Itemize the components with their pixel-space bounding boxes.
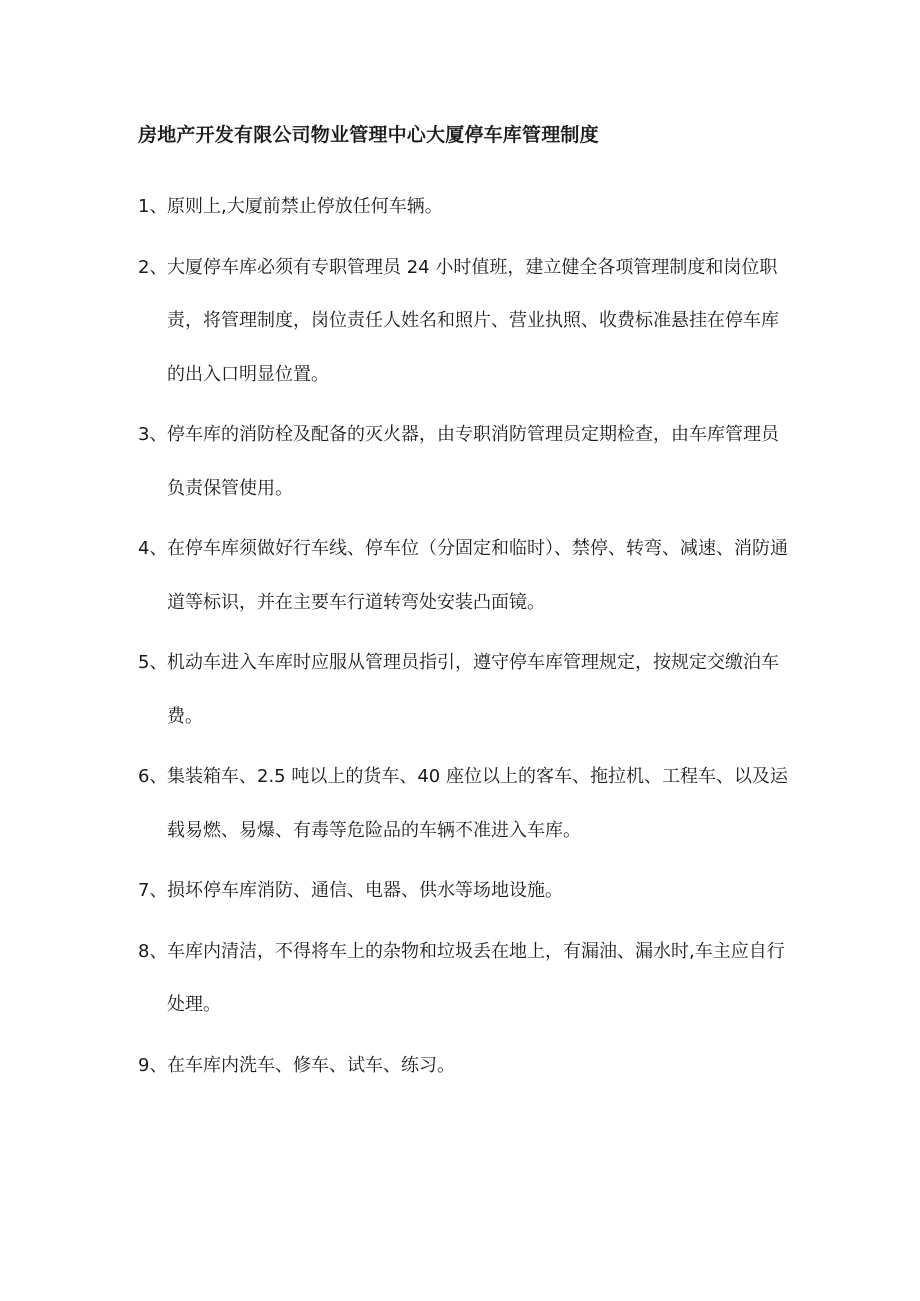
rule-number: 8、	[138, 940, 168, 962]
rule-number: 3、	[138, 424, 168, 445]
rule-number: 7、	[138, 880, 168, 901]
rule-number: 9、	[138, 1054, 168, 1076]
rule-text: 机动车进入车库时应服从管理员指引，遵守停车库管理规定，按规定交缴泊车费。	[167, 652, 779, 727]
rule-item-9	[138, 1039, 788, 1093]
rule-item-4	[138, 522, 788, 629]
document-title: 房地产开发有限公司物业管理中心大厦停车库管理制度	[138, 124, 599, 146]
rule-number: 2、	[138, 256, 168, 278]
rule-item-5	[138, 636, 788, 743]
rule-item-6	[138, 750, 788, 857]
rule-text: 大厦停车库必须有专职管理员 24 小时值班，建立健全各项管理制度和岗位职责，将管理制度，岗位责任人姓名和照片、营业执照、收费标准悬挂在停车库的出入口明显位置。	[167, 256, 779, 385]
rule-item-8	[138, 925, 788, 1032]
rule-text: 停车库的消防栓及配备的灭火器，由专职消防管理员定期检查，由车库管理员负责保管使用。	[167, 424, 779, 499]
rule-number: 6、	[138, 766, 168, 787]
rule-text: 在车库内洗车、修车、试车、练习。	[167, 1054, 455, 1076]
rule-item-7	[138, 864, 788, 918]
rule-number: 5、	[138, 652, 168, 673]
rule-item-2	[138, 241, 788, 402]
rule-text: 原则上,大厦前禁止停放任何车辆。	[167, 196, 443, 217]
rule-item-1	[138, 180, 788, 234]
rule-list	[138, 180, 788, 1099]
rule-number: 4、	[138, 538, 168, 559]
rule-number: 1、	[138, 196, 168, 217]
rule-text: 损坏停车库消防、通信、电器、供水等场地设施。	[167, 880, 563, 901]
rule-text: 车库内清洁，不得将车上的杂物和垃圾丢在地上，有漏油、漏水时,车主应自行处理。	[167, 940, 785, 1015]
rule-text: 在停车库须做好行车线、停车位（分固定和临时）、禁停、转弯、减速、消防通道等标识，并在主要车行道转弯处安装凸面镜。	[167, 538, 788, 613]
rule-text: 集装箱车、2.5 吨以上的货车、40 座位以上的客车、拖拉机、工程车、以及运载易燃、易爆、有毒等危险品的车辆不准进入车库。	[167, 766, 788, 841]
rule-item-3	[138, 408, 788, 515]
